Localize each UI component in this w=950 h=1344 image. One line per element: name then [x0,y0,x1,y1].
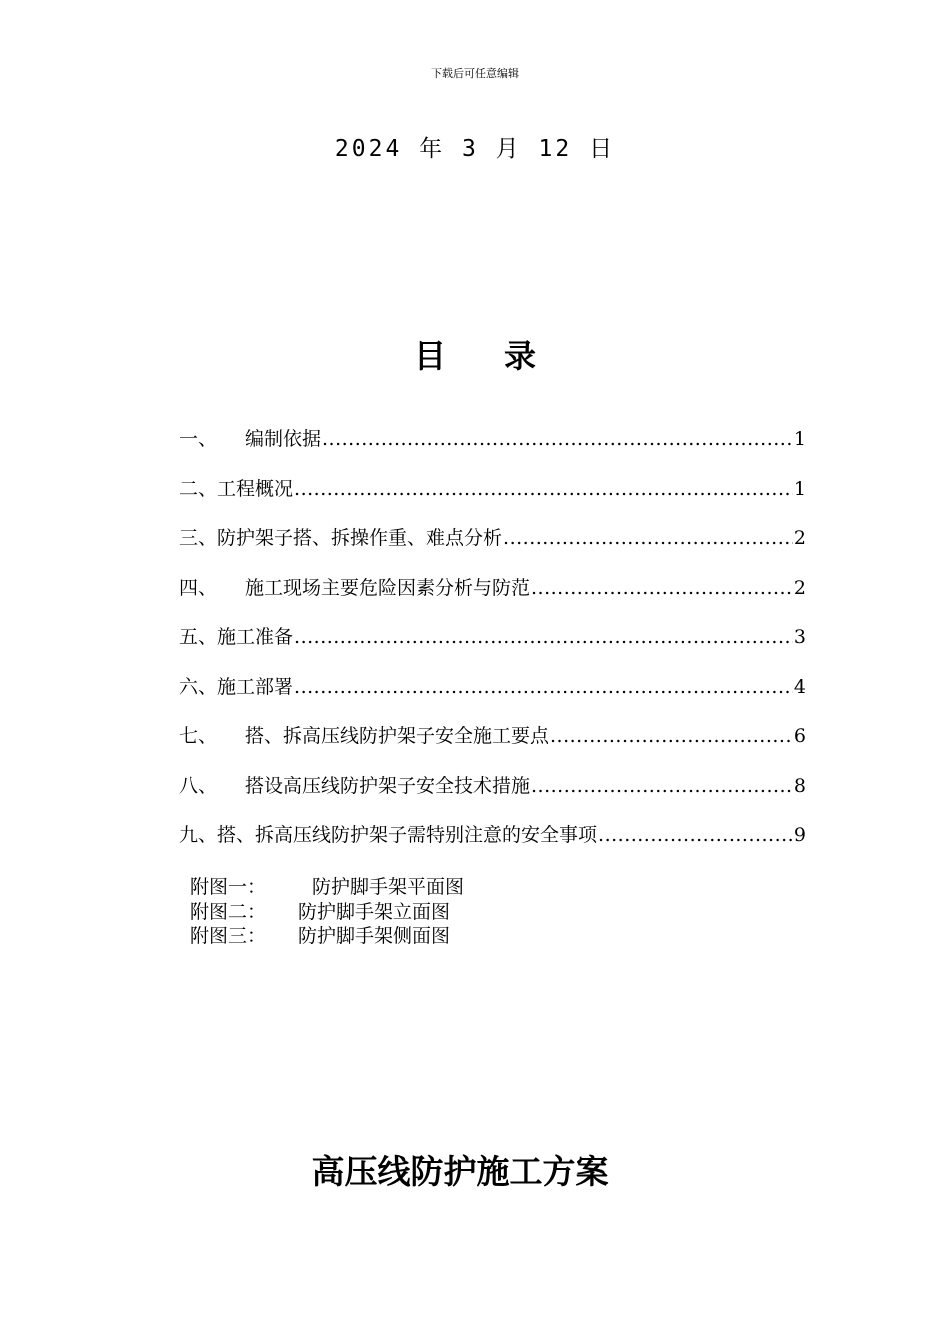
toc-entry-text: 搭、拆高压线防护架子需特别注意的安全事项 [217,824,598,846]
appendix-label: 附图二： [190,900,267,923]
appendix-label: 附图一： [190,876,267,898]
toc-entry-page: 1 [793,428,806,450]
document-title: 高压线防护施工方案 [311,1152,609,1191]
toc-leader-dots [598,822,793,848]
toc-entry-8[interactable] [179,773,806,823]
toc-title-left: 目 [413,337,446,375]
toc-leader-dots [322,426,793,452]
toc-list [179,426,806,872]
appendix-text: 防护脚手架平面图 [312,876,465,898]
toc-entry-page: 1 [793,477,806,500]
document-date: 2024 年 3 月 12 日 [334,136,616,162]
toc-entry-text: 搭、拆高压线防护架子安全施工要点 [245,725,550,747]
toc-entry-2[interactable] [179,476,806,526]
toc-entry-5[interactable] [179,624,806,674]
appendix-item-2 [190,900,464,925]
toc-entry-6[interactable] [179,674,806,724]
toc-title [0,336,950,376]
toc-leader-dots [531,773,793,799]
toc-entry-text: 编制依据 [245,428,322,450]
appendix-text: 防护脚手架立面图 [298,900,451,923]
toc-entry-number: 五、 [179,626,218,648]
toc-entry-9[interactable] [179,822,806,872]
toc-entry-text: 工程概况 [217,477,294,500]
toc-entry-number: 八、 [179,774,218,797]
toc-entry-text: 施工准备 [217,626,294,648]
toc-entry-number: 九、 [179,824,218,846]
toc-entry-text: 施工现场主要危险因素分析与防范 [245,576,531,599]
header-note: 下载后可任意编辑 [431,67,519,80]
toc-entry-text: 防护架子搭、拆操作重、难点分析 [217,527,503,549]
toc-entry-number: 二、 [179,477,218,500]
toc-leader-dots [531,575,793,601]
toc-entry-text: 施工部署 [217,675,294,698]
toc-leader-dots [503,525,793,551]
appendix-list [190,875,464,949]
toc-leader-dots [550,723,793,749]
toc-entry-page: 2 [793,527,806,549]
toc-entry-number: 六、 [179,675,218,698]
toc-entry-1[interactable] [179,426,806,476]
toc-entry-page: 8 [793,774,806,797]
toc-title-right: 录 [504,337,537,375]
toc-entry-number: 三、 [179,527,218,549]
toc-entry-3[interactable] [179,525,806,575]
toc-entry-number: 一、 [179,428,218,450]
toc-entry-page: 6 [793,725,806,747]
toc-leader-dots [294,624,793,650]
toc-entry-page: 2 [793,576,806,599]
appendix-item-1 [190,875,464,900]
toc-entry-text: 搭设高压线防护架子安全技术措施 [245,774,531,797]
toc-entry-7[interactable] [179,723,806,773]
toc-entry-number: 七、 [179,725,218,747]
toc-leader-dots [294,674,793,700]
appendix-text: 防护脚手架侧面图 [298,925,451,947]
toc-entry-number: 四、 [179,576,218,599]
appendix-item-3 [190,924,464,949]
toc-entry-page: 9 [793,824,806,846]
toc-entry-4[interactable] [179,575,806,625]
toc-entry-page: 4 [793,675,806,698]
toc-entry-page: 3 [793,626,806,648]
toc-leader-dots [294,476,793,502]
appendix-label: 附图三： [190,925,267,947]
